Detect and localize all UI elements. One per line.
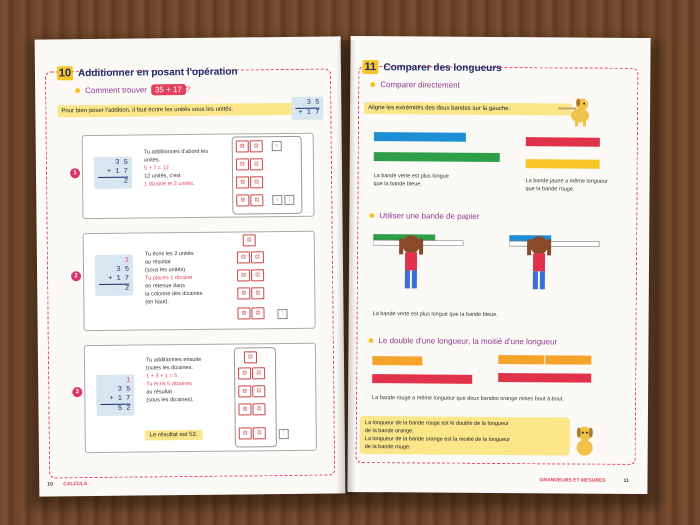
orange-bar <box>498 355 544 364</box>
red-bar <box>498 373 591 383</box>
left-subtitle: Comment trouver 35 + 17 ? <box>75 85 190 95</box>
right-chapter-header <box>362 60 501 75</box>
dog-icon <box>570 423 600 457</box>
chapter-title: Additionner en posant l'opération <box>77 65 238 79</box>
step2-operation: 1 3 5 + 1 7 2 <box>95 255 133 296</box>
child-holding-bands-illustration <box>373 224 474 301</box>
bullet-icon <box>370 82 375 87</box>
carry-die: ⚄ <box>244 351 257 363</box>
section-title-3: Le double d'une longueur, la moitié d'une longueur <box>368 336 557 346</box>
chapter-number: 10 <box>58 67 72 80</box>
yellow-bar <box>526 159 600 169</box>
dice-pair: ⚅ ⚄ <box>236 194 263 206</box>
bullet-icon <box>75 89 80 94</box>
expression-pill: 35 + 17 <box>151 84 186 95</box>
dice-pair: ⚅ ⚄ <box>236 176 263 188</box>
unit-die: ⁘ <box>272 141 282 151</box>
chapter-number: 11 <box>362 60 378 74</box>
chapter-title: Comparer des longueurs <box>383 61 502 74</box>
right-footer-section: GRANDEURS ET MESURES <box>539 477 606 484</box>
left-page <box>35 36 346 496</box>
orange-bar <box>545 355 591 364</box>
dice-pair: ⚅ ⚄ <box>237 287 264 299</box>
dice-pair: ⚅ ⚄ <box>236 158 263 170</box>
dice-pair: ⚅ ⚄ <box>236 140 263 152</box>
step2-text: Tu écris les 2 unités au résultat (sous les unités). Tu places 1 dizaine en retenue dans la colonne des dizaines (en haut). <box>144 250 203 306</box>
carry-die: ⚄ <box>243 234 256 246</box>
right-page <box>347 36 650 494</box>
result-band: Le résultat est 52. <box>145 430 203 441</box>
bullet-icon <box>369 213 374 218</box>
conclusion-note: La longueur de la bande rouge est le double de la longueur de la bande orange. La longueur de la bande orange est la moitié de la longueur de la bande rouge. <box>360 416 570 455</box>
instruction-band: Aligne les extrémités des deux bandes sur la gauche. <box>364 102 572 115</box>
intro-band: Pour bien poser l'addition, il faut écrire les unités sous les unités. <box>57 103 295 117</box>
unit-die: ⁘ <box>272 195 282 205</box>
step-number-3: 3 <box>72 387 82 397</box>
step1-text: Tu additionnes d'abord les unités. 5 + 7 = 12 12 unités, c'est 1 dizaine et 2 unités. <box>143 148 208 188</box>
step3-text: Tu additionnes ensuite toutes les dizaines. 1 + 3 + 1 = 5 Tu écris 5 dizaines au résultat (sous les dizaines). <box>145 356 202 404</box>
left-footer-page: 10 <box>47 481 53 488</box>
dice-pair: ⚅ ⚄ <box>237 251 264 263</box>
book-gutter <box>336 40 356 495</box>
unit-die: ⁚ <box>277 309 287 319</box>
caption-1-right: La bande jaune a même longueur que la bande rouge. <box>525 178 608 193</box>
red-bar <box>526 137 600 147</box>
dice-pair: ⚅ ⚄ <box>238 367 265 379</box>
child-holding-bands-illustration <box>509 225 610 302</box>
step-number-1: 1 <box>70 168 80 178</box>
blue-bar <box>374 132 466 142</box>
section-title-2: Utiliser une bande de papier <box>369 211 479 221</box>
step1-operation: 3 5 + 1 7 2 <box>94 157 132 189</box>
unit-die: ⁚ <box>284 195 294 205</box>
left-footer-section: CALCULS <box>63 481 88 488</box>
dog-icon <box>558 95 594 127</box>
unit-die: ⁚ <box>279 429 289 439</box>
dice-pair: ⚅ ⚄ <box>239 427 266 439</box>
dice-pair: ⚅ ⚄ <box>238 403 265 415</box>
step-number-2: 2 <box>71 271 81 281</box>
caption-2: La bande verte est plus longue que la bande bleue. <box>372 311 498 318</box>
green-bar <box>374 152 500 162</box>
caption-3: La bande rouge a même longueur que deux bandes orange mises bout à bout. <box>372 395 564 403</box>
caption-1-left: La bande verte est plus longue que la bande bleue. <box>373 173 449 188</box>
dice-pair: ⚅ ⚄ <box>237 269 264 281</box>
left-chapter-header <box>57 64 238 80</box>
dice-pair: ⚅ ⚄ <box>238 385 265 397</box>
step3-operation: 1 3 5 + 1 7 5 2 <box>96 375 134 416</box>
orange-bar <box>372 356 422 365</box>
intro-operation: 3 5 + 1 7 <box>291 97 323 120</box>
red-bar <box>372 374 472 384</box>
right-footer-page: 11 <box>623 477 629 484</box>
bullet-icon <box>368 338 373 343</box>
dice-pair: ⚅ ⚄ <box>237 307 264 319</box>
section-title-1: Comparer directement <box>370 80 460 90</box>
